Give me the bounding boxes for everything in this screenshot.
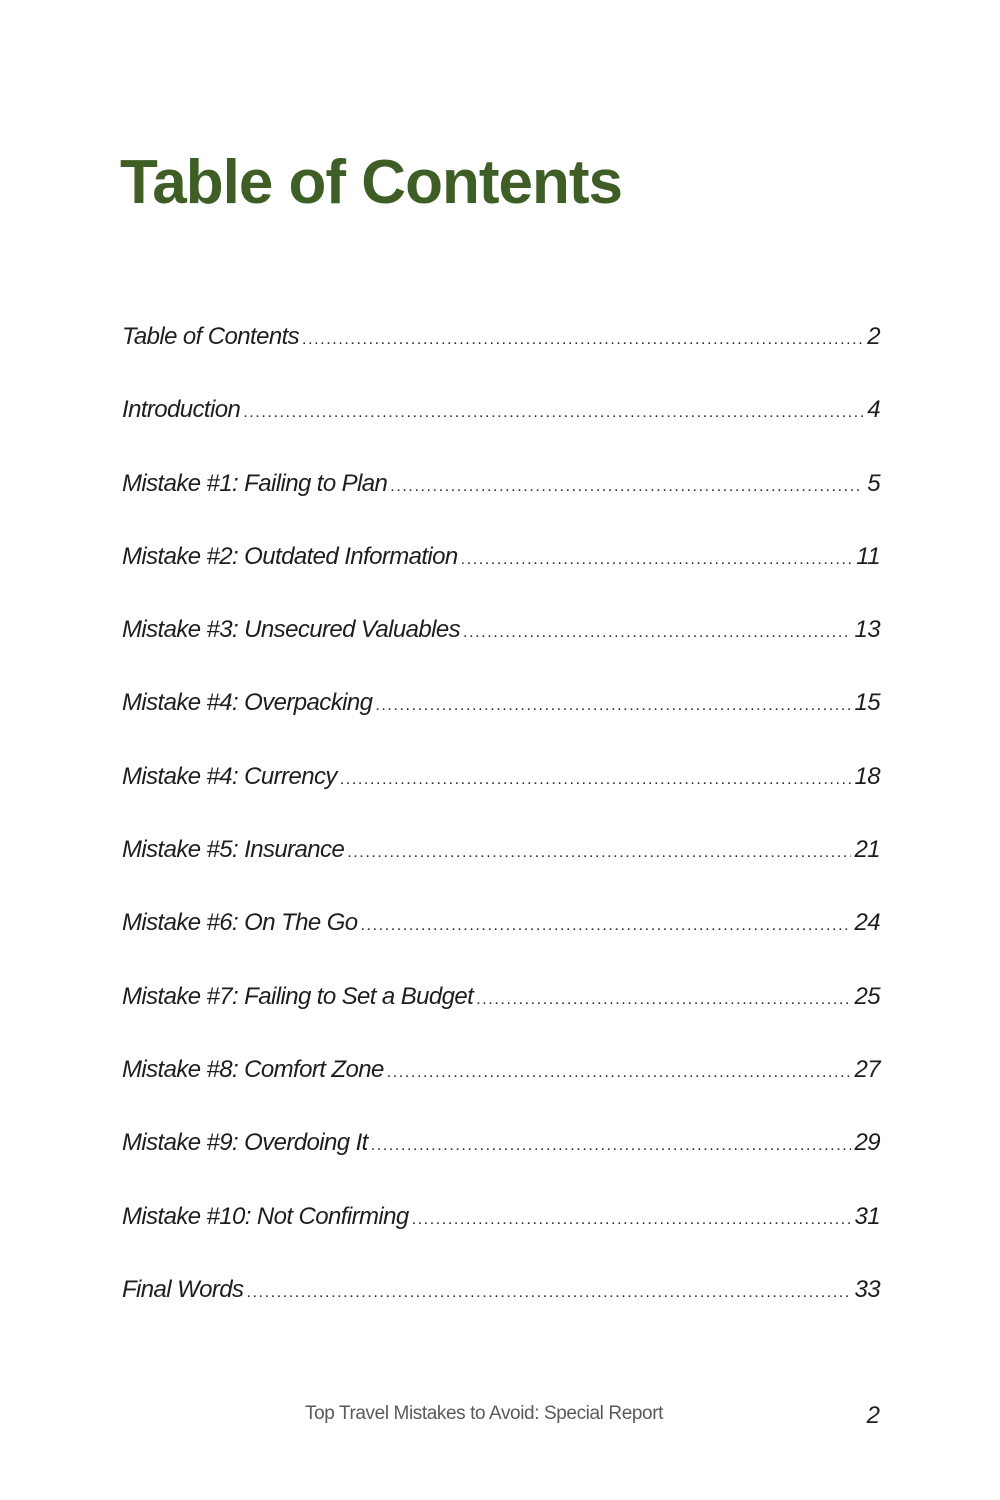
toc-entry-mistake-2[interactable] <box>122 543 880 616</box>
toc-dot-leader <box>302 331 863 349</box>
toc-entry-mistake-10[interactable] <box>122 1203 880 1276</box>
toc-entry-label: Mistake #4: Currency <box>122 762 337 790</box>
toc-entry-mistake-3[interactable] <box>122 616 880 689</box>
toc-dot-leader <box>246 1284 850 1302</box>
footer-page-number: 2 <box>866 1402 880 1429</box>
toc-entry-mistake-4-currency[interactable] <box>122 763 880 836</box>
table-of-contents-list <box>122 323 880 1349</box>
toc-dot-leader <box>476 991 850 1009</box>
toc-entry-mistake-1[interactable] <box>122 470 880 543</box>
toc-entry-page-number: 18 <box>854 762 880 790</box>
toc-entry-page-number: 2 <box>867 323 880 350</box>
toc-entry-label: Mistake #2: Outdated Information <box>122 542 458 570</box>
toc-entry-introduction[interactable] <box>122 396 880 469</box>
toc-entry-label: Introduction <box>122 396 241 424</box>
toc-entry-page-number: 11 <box>856 542 880 570</box>
toc-entry-label: Table of Contents <box>122 323 300 350</box>
toc-entry-final-words[interactable] <box>122 1276 880 1349</box>
toc-entry-page-number: 25 <box>854 982 880 1010</box>
toc-entry-label: Mistake #4: Overpacking <box>122 689 373 717</box>
toc-dot-leader <box>461 551 853 569</box>
toc-entry-label: Mistake #1: Failing to Plan <box>122 469 388 497</box>
toc-dot-leader <box>390 478 863 496</box>
toc-dot-leader <box>375 697 850 715</box>
toc-dot-leader <box>371 1137 851 1155</box>
toc-entry-label: Mistake #7: Failing to Set a Budget <box>122 982 474 1010</box>
toc-entry-page-number: 5 <box>867 469 880 497</box>
toc-dot-leader <box>463 624 850 642</box>
toc-entry-table-of-contents[interactable] <box>122 323 880 396</box>
toc-dot-leader <box>340 771 851 789</box>
toc-entry-mistake-7[interactable] <box>122 983 880 1056</box>
toc-entry-page-number: 29 <box>854 1129 880 1157</box>
toc-entry-label: Mistake #9: Overdoing It <box>122 1129 368 1157</box>
toc-entry-mistake-8[interactable] <box>122 1056 880 1129</box>
toc-entry-label: Mistake #10: Not Confirming <box>122 1202 409 1230</box>
toc-entry-page-number: 4 <box>867 396 880 424</box>
toc-entry-label: Mistake #8: Comfort Zone <box>122 1055 384 1083</box>
toc-dot-leader <box>347 844 850 862</box>
toc-entry-mistake-6[interactable] <box>122 909 880 982</box>
toc-dot-leader <box>243 404 863 422</box>
toc-entry-label: Final Words <box>122 1275 244 1303</box>
toc-entry-mistake-9[interactable] <box>122 1129 880 1202</box>
toc-entry-page-number: 33 <box>854 1275 880 1303</box>
toc-entry-page-number: 15 <box>854 689 880 717</box>
toc-entry-mistake-4-overpacking[interactable] <box>122 689 880 762</box>
toc-entry-mistake-5[interactable] <box>122 836 880 909</box>
toc-entry-label: Mistake #6: On The Go <box>122 909 358 937</box>
toc-dot-leader <box>387 1064 851 1082</box>
toc-entry-page-number: 24 <box>854 909 880 937</box>
toc-dot-leader <box>412 1211 851 1229</box>
toc-entry-page-number: 21 <box>854 836 880 864</box>
toc-entry-page-number: 13 <box>854 616 880 644</box>
page-title: Table of Contents <box>120 148 622 217</box>
toc-dot-leader <box>361 917 851 935</box>
toc-entry-page-number: 27 <box>854 1055 880 1083</box>
toc-entry-label: Mistake #3: Unsecured Valuables <box>122 616 461 644</box>
toc-entry-page-number: 31 <box>854 1202 880 1230</box>
footer-report-title: Top Travel Mistakes to Avoid: Special Report <box>304 1403 663 1424</box>
toc-entry-label: Mistake #5: Insurance <box>122 836 345 864</box>
